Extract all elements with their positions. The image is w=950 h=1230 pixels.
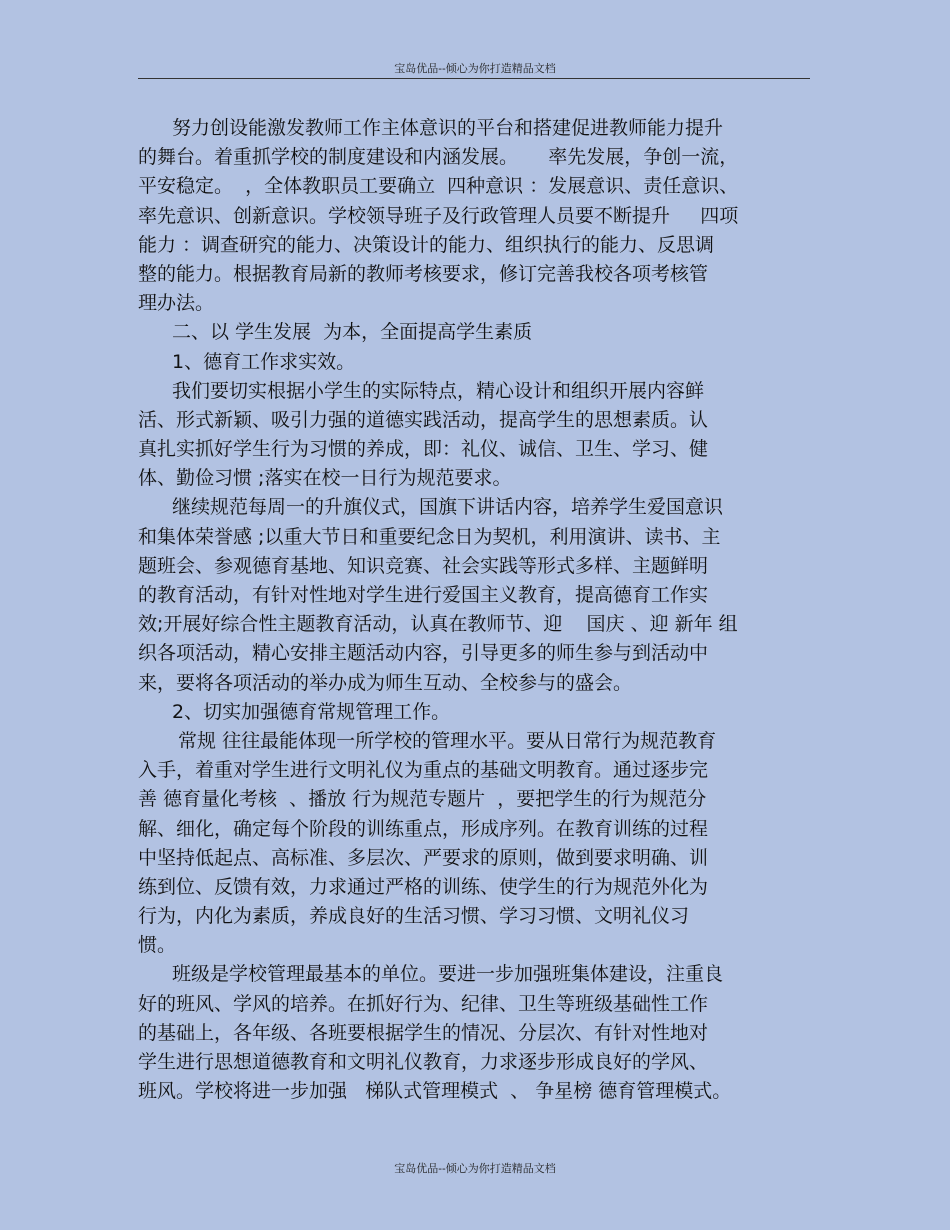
text-line: 效;开展好综合性主题教育活动，认真在教师节、迎 国庆 、迎 新年 组 — [138, 613, 738, 636]
text-line: 行为，内化为素质，养成良好的生活习惯、学习习惯、文明礼仪习 — [138, 905, 690, 928]
text-line: 题班会、参观德育基地、知识竞赛、社会实践等形式多样、主题鲜明 — [138, 554, 709, 577]
text-line: 常规 往往最能体现一所学校的管理水平。要从日常行为规范教育 — [172, 729, 717, 752]
text-line: 中坚持低起点、高标准、多层次、严要求的原则，做到要求明确、训 — [138, 846, 709, 869]
text-line: 班级是学校管理最基本的单位。要进一步加强班集体建设，注重良 — [172, 963, 724, 986]
text-line: 活、形式新颖、吸引力强的道德实践活动，提高学生的思想素质。认 — [138, 408, 709, 431]
text-line: 继续规范每周一的升旗仪式，国旗下讲话内容，培养学生爱国意识 — [172, 496, 724, 519]
text-line: 理办法。 — [138, 292, 215, 315]
text-line: 入手，着重对学生进行文明礼仪为重点的基础文明教育。通过逐步完 — [138, 759, 709, 782]
text-line: 能力 ：调查研究的能力、决策设计的能力、组织执行的能力、反思调 — [138, 233, 715, 256]
text-line: 真扎实抓好学生行为习惯的养成，即：礼仪、诚信、卫生、学习、健 — [138, 438, 709, 461]
text-line: 的舞台。着重抓学校的制度建设和内涵发展。 率先发展，争创一流， — [138, 146, 739, 169]
page-footer: 宝岛优品--倾心为你打造精品文档 — [394, 1162, 556, 1175]
text-line: 2、切实加强德育常规管理工作。 — [172, 700, 451, 723]
text-line: 1、德育工作求实效。 — [172, 350, 356, 373]
text-line: 织各项活动，精心安排主题活动内容，引导更多的师生参与到活动中 — [138, 642, 709, 665]
page-header: 宝岛优品--倾心为你打造精品文档 — [394, 62, 556, 75]
text-line: 善 德育量化考核 、播放 行为规范专题片 ，要把学生的行为规范分 — [138, 788, 707, 811]
text-line: 的教育活动，有针对性地对学生进行爱国主义教育，提高德育工作实 — [138, 584, 709, 606]
text-line: 率先意识、创新意识。学校领导班子及行政管理人员要不断提升 四项 — [138, 204, 739, 227]
document-body — [138, 114, 810, 1106]
text-line: 解、细化，确定每个阶段的训练重点，形成序列。在教育训练的过程 — [138, 817, 709, 840]
text-line: 努力创设能激发教师工作主体意识的平台和搭建促进教师能力提升 — [172, 117, 724, 139]
header-divider — [138, 78, 810, 79]
text-line: 练到位、反馈有效，力求通过严格的训练、使学生的行为规范外化为 — [138, 875, 709, 898]
text-line: 整的能力。根据教育局新的教师考核要求，修订完善我校各项考核管 — [138, 262, 709, 285]
text-line: 惯。 — [138, 934, 177, 957]
text-line: 的基础上，各年级、各班要根据学生的情况、分层次、有针对性地对 — [138, 1021, 709, 1044]
text-line: 二、以 学生发展 为本，全面提高学生素质 — [172, 321, 533, 344]
text-line: 平安稳定。 ，全体教职员工要确立 四种意识 ：发展意识、责任意识、 — [138, 175, 739, 198]
text-line: 和集体荣誉感 ;以重大节日和重要纪念日为契机，利用演讲、读书、主 — [138, 525, 721, 548]
text-line: 我们要切实根据小学生的实际特点，精心设计和组织开展内容鲜 — [172, 379, 705, 402]
text-line: 班风。学校将进一步加强 梯队式管理模式 、 争星榜 德育管理模式。 — [138, 1080, 732, 1103]
text-line: 好的班风、学风的培养。在抓好行为、纪律、卫生等班级基础性工作 — [138, 992, 709, 1015]
text-line: 学生进行思想道德教育和文明礼仪教育，力求逐步形成良好的学风、 — [138, 1051, 709, 1073]
text-line: 来，要将各项活动的举办成为师生互动、全校参与的盛会。 — [138, 671, 633, 694]
text-line: 体、勤俭习惯 ;落实在校一日行为规范要求。 — [138, 467, 512, 490]
